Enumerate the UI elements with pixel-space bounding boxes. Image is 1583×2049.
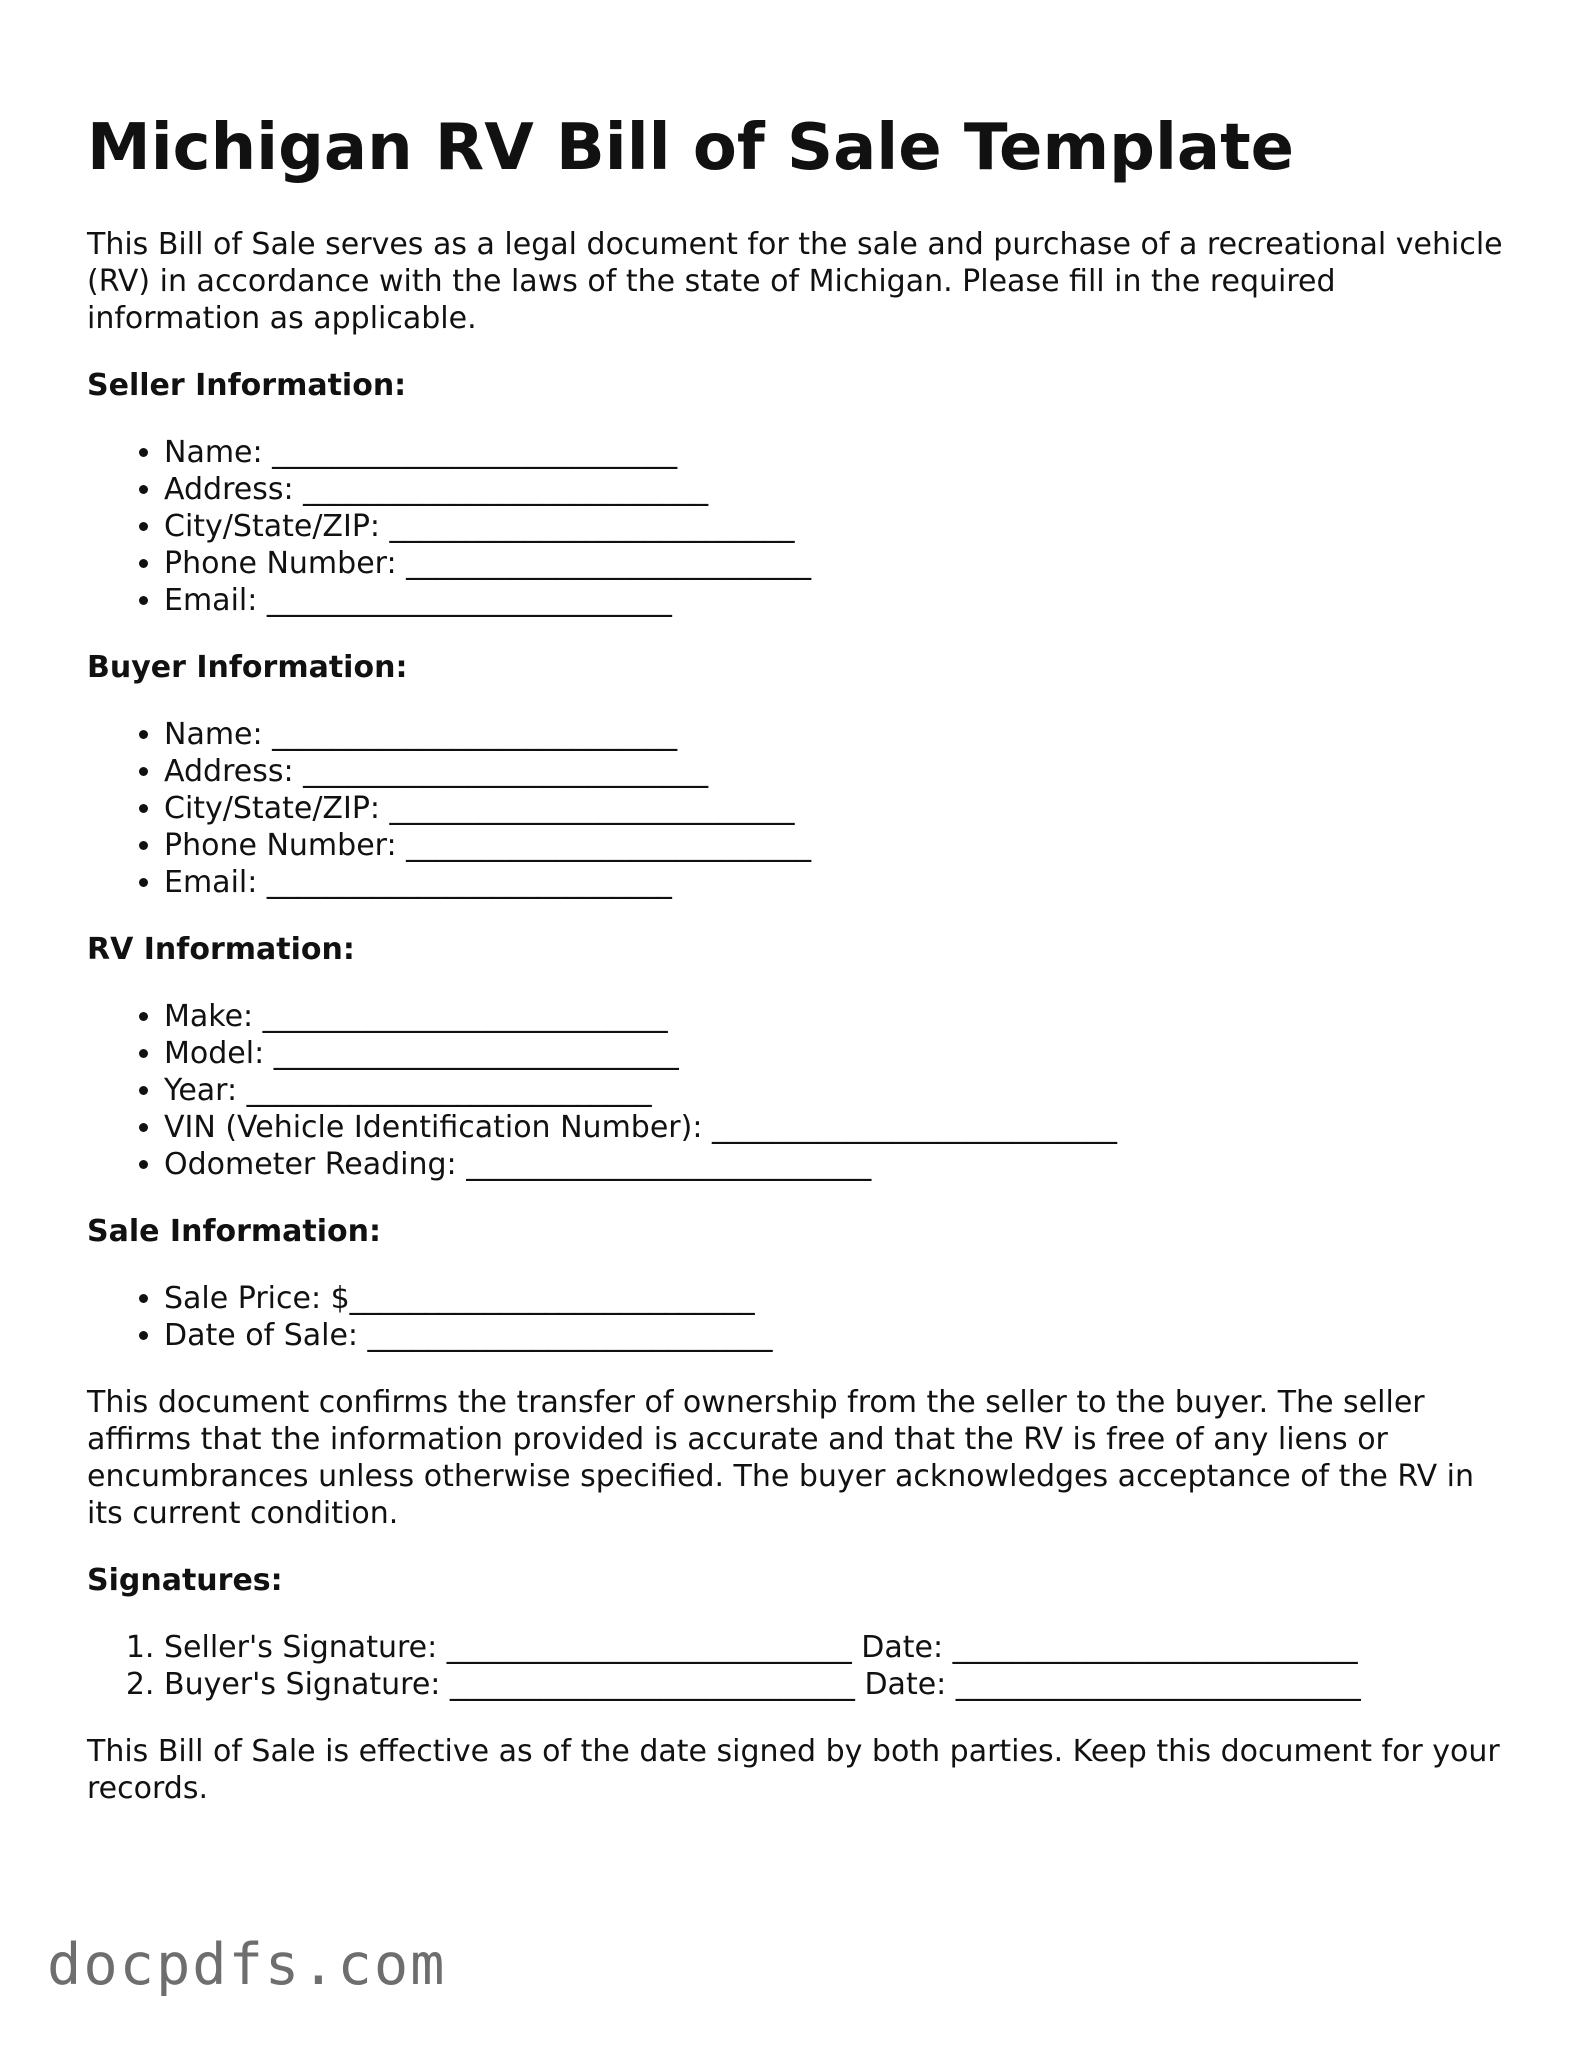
sale-heading: Sale Information: xyxy=(87,1214,381,1249)
closing-paragraph: This Bill of Sale is effective as of the date signed by both parties. Keep this document for your records. xyxy=(87,1734,1500,1806)
watermark-logo: docpdfs.com xyxy=(47,1932,447,1998)
sale-date-field: • Date of Sale: ___________________________ xyxy=(164,1317,1507,1354)
page-title: Michigan RV Bill of Sale Template xyxy=(87,111,1295,185)
buyer-name-field: • Name: ___________________________ xyxy=(164,716,1507,753)
seller-list xyxy=(87,434,1507,619)
seller-address-field: • Address: ___________________________ xyxy=(164,471,1507,508)
seller-heading: Seller Information: xyxy=(87,368,407,403)
buyer-address-field: • Address: ___________________________ xyxy=(164,753,1507,790)
intro-paragraph: This Bill of Sale serves as a legal document for the sale and purchase of a recreational vehicle (RV) in accordance with the laws of the state of Michigan. Please fill in the required information as applicable. xyxy=(87,227,1503,336)
seller-name-field: • Name: ___________________________ xyxy=(164,434,1507,471)
rv-odometer-field: • Odometer Reading: ___________________________ xyxy=(164,1146,1507,1183)
signatures-list xyxy=(87,1629,1507,1703)
buyer-list xyxy=(87,716,1507,901)
sale-list xyxy=(87,1280,1507,1354)
rv-heading: RV Information: xyxy=(87,932,355,967)
buyer-signature-line: 2. Buyer's Signature: ___________________________ Date: ___________________________ xyxy=(164,1666,1507,1703)
seller-city-state-zip-field: • City/State/ZIP: ___________________________ xyxy=(164,508,1507,545)
document-page xyxy=(87,0,1507,1807)
seller-signature-line: 1. Seller's Signature: ___________________________ Date: ___________________________ xyxy=(164,1629,1507,1666)
rv-year-field: • Year: ___________________________ xyxy=(164,1072,1507,1109)
buyer-city-state-zip-field: • City/State/ZIP: ___________________________ xyxy=(164,790,1507,827)
rv-model-field: • Model: ___________________________ xyxy=(164,1035,1507,1072)
signatures-heading: Signatures: xyxy=(87,1563,283,1598)
seller-phone-field: • Phone Number: ___________________________ xyxy=(164,545,1507,582)
sale-price-field: • Sale Price: $___________________________ xyxy=(164,1280,1507,1317)
buyer-heading: Buyer Information: xyxy=(87,650,408,685)
buyer-email-field: • Email: ___________________________ xyxy=(164,864,1507,901)
rv-list xyxy=(87,998,1507,1183)
rv-make-field: • Make: ___________________________ xyxy=(164,998,1507,1035)
buyer-phone-field: • Phone Number: ___________________________ xyxy=(164,827,1507,864)
transfer-paragraph: This document confirms the transfer of ownership from the seller to the buyer. The seller affirms that the information provided is accurate and that the RV is free of any liens or encumbrances unless otherwise specified. The buyer acknowledges acceptance of the RV in its current condition. xyxy=(87,1385,1475,1531)
seller-email-field: • Email: ___________________________ xyxy=(164,582,1507,619)
rv-vin-field: • VIN (Vehicle Identification Number): ___________________________ xyxy=(164,1109,1507,1146)
